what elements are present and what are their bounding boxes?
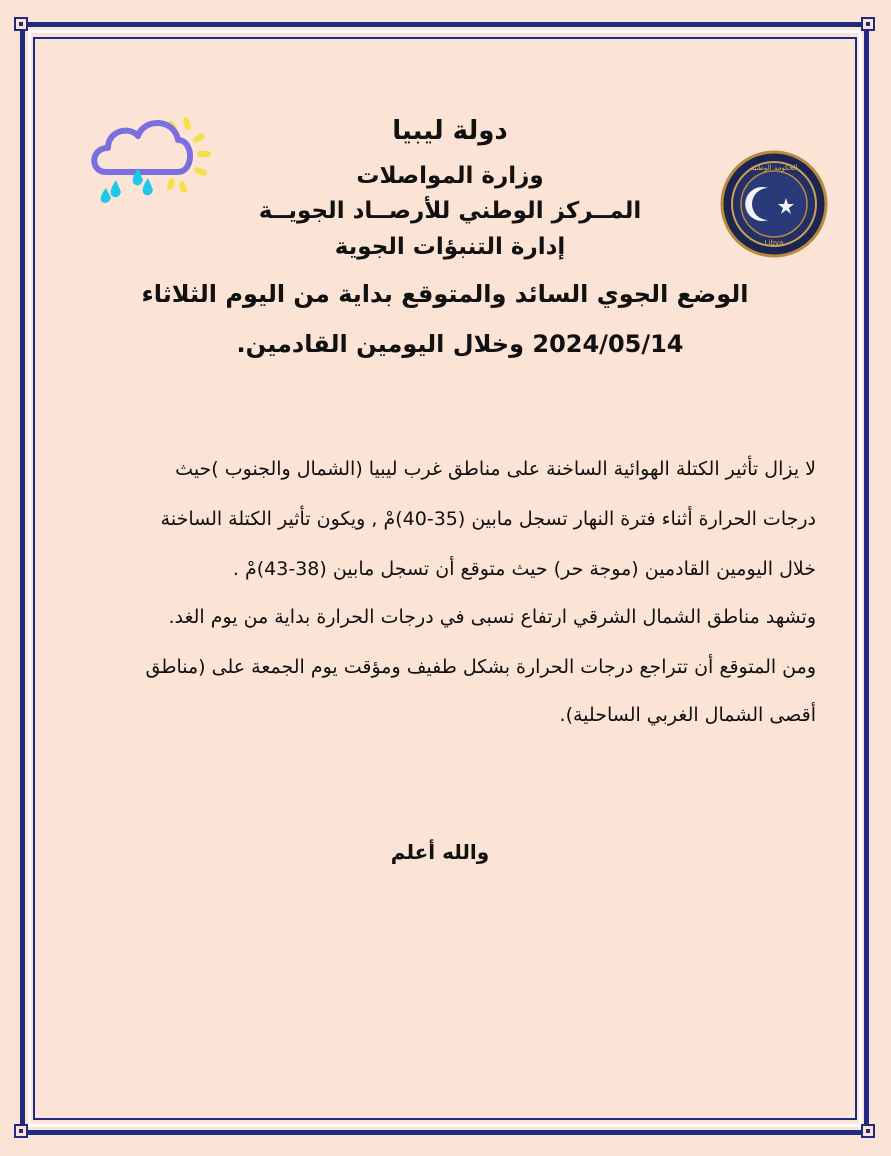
body-line: ومن المتوقع أن تتراجع درجات الحرارة بشكل طفيف ومؤقت يوم الجمعة على (مناطق (145, 656, 816, 678)
body-line: لا يزال تأثير الكتلة الهوائية الساخنة على مناطق غرب ليبيا (الشمال والجنوب )حيث (175, 458, 816, 480)
corner-ornament (14, 1124, 28, 1138)
forecast-department-name: إدارة التنبؤات الجوية (334, 234, 566, 260)
libya-government-emblem (720, 150, 828, 258)
emblem-latin-text: Libya (764, 239, 784, 247)
ministry-name: وزارة المواصلات (356, 163, 544, 189)
state-name: دولة ليبيا (392, 116, 508, 146)
body-line: خلال اليومين القادمين (موجة حر) حيث متوقع أن تسجل مابين (38-43)مْ . (232, 558, 816, 580)
body-line: أقصى الشمال الغربي الساحلية). (559, 704, 816, 726)
bulletin-title-line-2: 2024/05/14 وخلال اليومين القادمين. (236, 330, 684, 358)
emblem-arabic-text: الحكومة الوطنية (750, 164, 798, 172)
bulletin-title-line-1: الوضع الجوي السائد والمتوقع بداية من اليوم الثلاثاء (141, 280, 749, 308)
corner-ornament (861, 1124, 875, 1138)
corner-ornament (861, 17, 875, 31)
meteorological-center-name: المــركز الوطني للأرصــاد الجويــة (258, 198, 642, 224)
closing-phrase: والله أعلم (390, 840, 490, 864)
corner-ornament (14, 17, 28, 31)
body-line: درجات الحرارة أثناء فترة النهار تسجل مابين (35-40)مْ , ويكون تأثير الكتلة الساخنة (160, 508, 816, 530)
body-line: وتشهد مناطق الشمال الشرقي ارتفاع نسبى في درجات الحرارة بداية من يوم الغد. (168, 606, 816, 628)
weather-rain-sun-icon (86, 110, 218, 205)
